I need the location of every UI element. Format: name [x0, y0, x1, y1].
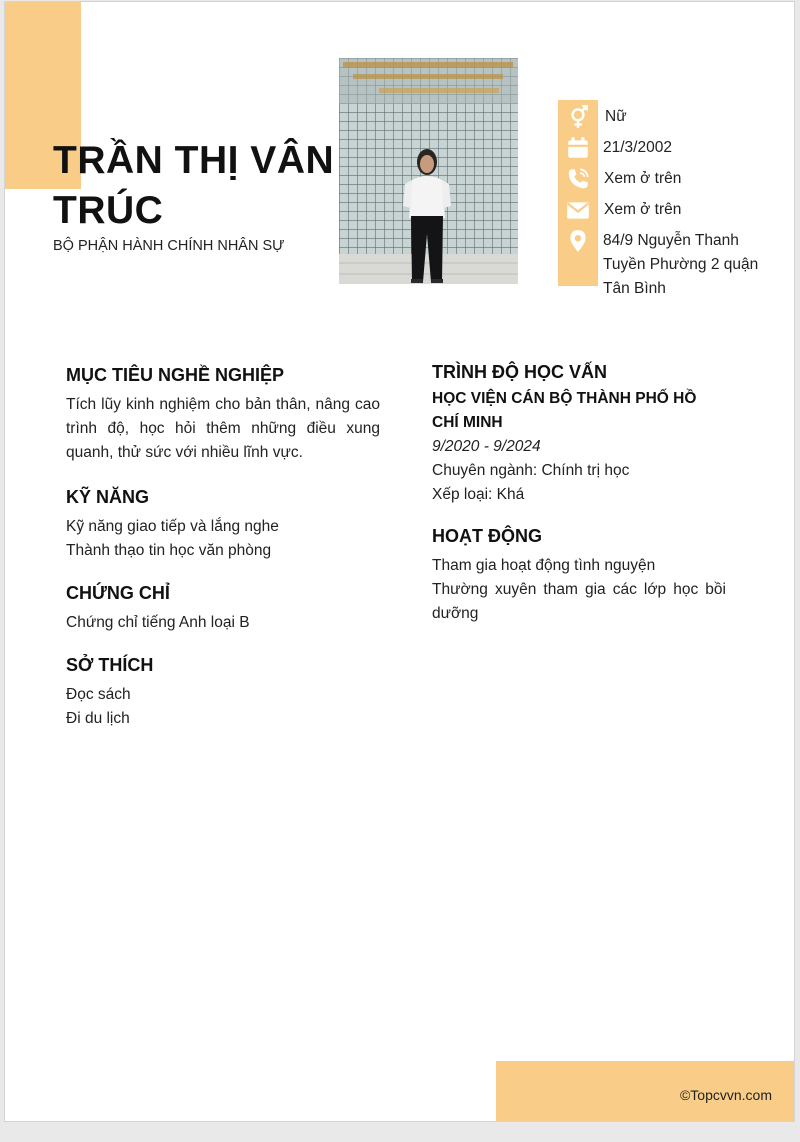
education-title: TRÌNH ĐỘ HỌC VẤN — [432, 362, 607, 382]
candidate-name: TRẦN THỊ VÂN TRÚC — [53, 139, 335, 232]
education-grade: Xếp loại: Khá — [432, 486, 525, 503]
list-item: Thường xuyên tham gia các lớp học bồi dưỡng — [432, 581, 726, 622]
education-period: 9/2020 - 9/2024 — [432, 438, 541, 455]
list-item: Tham gia hoạt động tình nguyện — [432, 557, 656, 574]
profile-photo — [339, 58, 518, 284]
right-column — [432, 360, 726, 626]
contact-email: Xem ở trên — [604, 201, 682, 218]
gender-icon — [565, 104, 591, 130]
cv-page — [4, 1, 795, 1122]
list-item: Đi du lịch — [66, 710, 130, 727]
email-icon — [565, 197, 591, 223]
left-column — [66, 363, 380, 731]
activities-section — [432, 524, 726, 626]
job-position: BỘ PHẬN HÀNH CHÍNH NHÂN SỰ — [53, 238, 285, 254]
skills-section — [66, 485, 380, 563]
list-item: Chứng chỉ tiếng Anh loại B — [66, 614, 250, 631]
objective-section — [66, 363, 380, 465]
contact-gender: Nữ — [605, 108, 627, 125]
phone-icon — [565, 166, 591, 192]
list-item: Đọc sách — [66, 686, 131, 703]
school-name: HỌC VIỆN CÁN BỘ THÀNH PHỐ HỒ CHÍ MINH — [432, 390, 697, 431]
activities-title: HOẠT ĐỘNG — [432, 526, 542, 546]
contact-address: 84/9 Nguyễn Thanh Tuyền Phường 2 quận Tân Bình — [603, 232, 759, 297]
certificates-section — [66, 581, 380, 635]
contact-phone: Xem ở trên — [604, 170, 682, 187]
objective-title: MỤC TIÊU NGHỀ NGHIỆP — [66, 365, 285, 385]
education-section — [432, 360, 726, 507]
calendar-icon — [565, 135, 591, 161]
contact-birthday: 21/3/2002 — [603, 139, 672, 156]
hobbies-section — [66, 653, 380, 731]
skills-title: KỸ NĂNG — [66, 487, 150, 507]
hobbies-title: SỞ THÍCH — [66, 655, 154, 675]
certificates-title: CHỨNG CHỈ — [66, 583, 170, 603]
education-major: Chuyên ngành: Chính trị học — [432, 462, 630, 479]
list-item: Thành thạo tin học văn phòng — [66, 542, 272, 559]
list-item: Kỹ năng giao tiếp và lắng nghe — [66, 518, 279, 535]
objective-text: Tích lũy kinh nghiệm cho bản thân, nâng cao trình độ, học hỏi thêm những điều xung quanh, thử sức với nhiều lĩnh vực. — [66, 396, 380, 461]
footer-credit: ©Topcvvn.com — [679, 1087, 772, 1103]
location-icon — [565, 228, 591, 254]
